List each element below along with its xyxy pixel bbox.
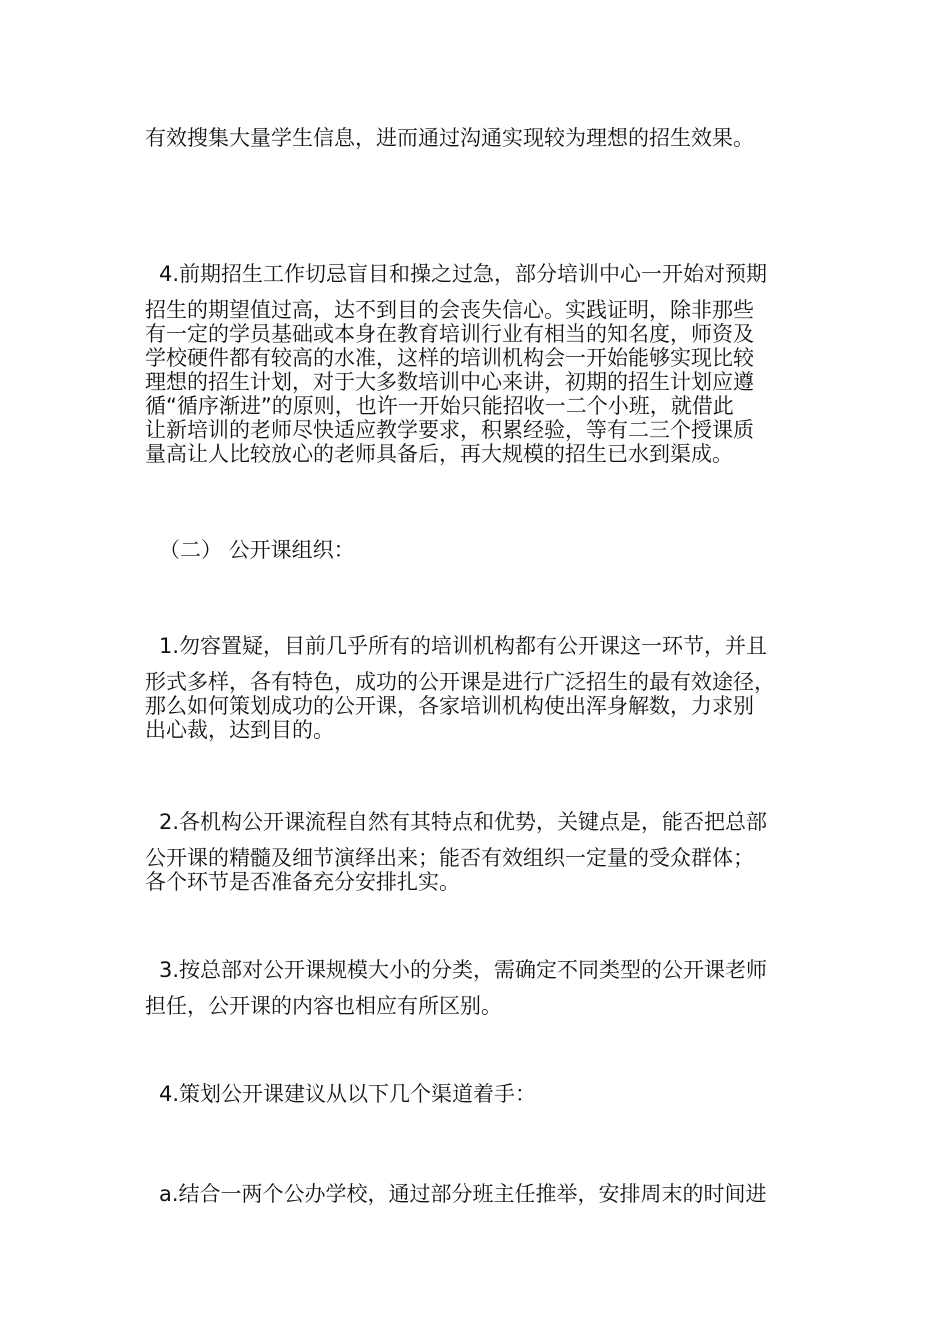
text-line: 4.策划公开课建议从以下几个渠道着手： (159, 1082, 537, 1106)
section-title: （二） 公开课组织： (159, 538, 355, 562)
text-line: 招生的期望值过高，达不到目的会丧失信心。实践证明，除非那些 (145, 298, 754, 322)
paragraph-item-4-channels (145, 1082, 825, 1106)
paragraph-item-3-classification (145, 958, 825, 1018)
text-line: 学校硬件都有较高的水准，这样的培训机构会一开始能够实现比较 (145, 346, 754, 370)
paragraph-item-2-process (145, 810, 825, 894)
text-line: 3.按总部对公开课规模大小的分类，需确定不同类型的公开课老师 (159, 958, 768, 982)
text-line: 4.前期招生工作切忌盲目和操之过急，部分培训中心一开始对预期 (159, 262, 768, 286)
text-line: 量高让人比较放心的老师具备后，再大规模的招生已水到渠成。 (145, 442, 733, 466)
text-line: 理想的招生计划，对于大多数培训中心来讲，初期的招生计划应遵 (145, 370, 754, 394)
text-line: 循“循序渐进”的原则，也许一开始只能招收一二个小班，就借此 (145, 394, 734, 418)
paragraph-item-a-schools (145, 1182, 825, 1206)
text-line: 那么如何策划成功的公开课，各家培训机构使出浑身解数，力求别 (145, 694, 754, 718)
paragraph-item-4-recruitment (145, 262, 825, 466)
text-line: 1.勿容置疑，目前几乎所有的培训机构都有公开课这一环节，并且 (159, 634, 768, 658)
text-line: 出心裁，达到目的。 (145, 718, 334, 742)
text-line: 形式多样，各有特色，成功的公开课是进行广泛招生的最有效途径， (145, 670, 775, 694)
text-line: 担任，公开课的内容也相应有所区别。 (145, 994, 502, 1018)
text-line: 各个环节是否准备充分安排扎实。 (145, 870, 460, 894)
paragraph-item-1-open-class (145, 634, 825, 742)
text-line: 有效搜集大量学生信息，进而通过沟通实现较为理想的招生效果。 (145, 126, 754, 150)
paragraph-intro (145, 126, 825, 150)
section-heading (145, 538, 825, 562)
text-line: 有一定的学员基础或本身在教育培训行业有相当的知名度，师资及 (145, 322, 754, 346)
text-line: 公开课的精髓及细节演绎出来；能否有效组织一定量的受众群体； (145, 846, 754, 870)
text-line: a.结合一两个公办学校，通过部分班主任推举，安排周末的时间进 (159, 1182, 767, 1206)
text-line: 让新培训的老师尽快适应教学要求，积累经验，等有二三个授课质 (145, 418, 754, 442)
text-line: 2.各机构公开课流程自然有其特点和优势，关键点是，能否把总部 (159, 810, 768, 834)
